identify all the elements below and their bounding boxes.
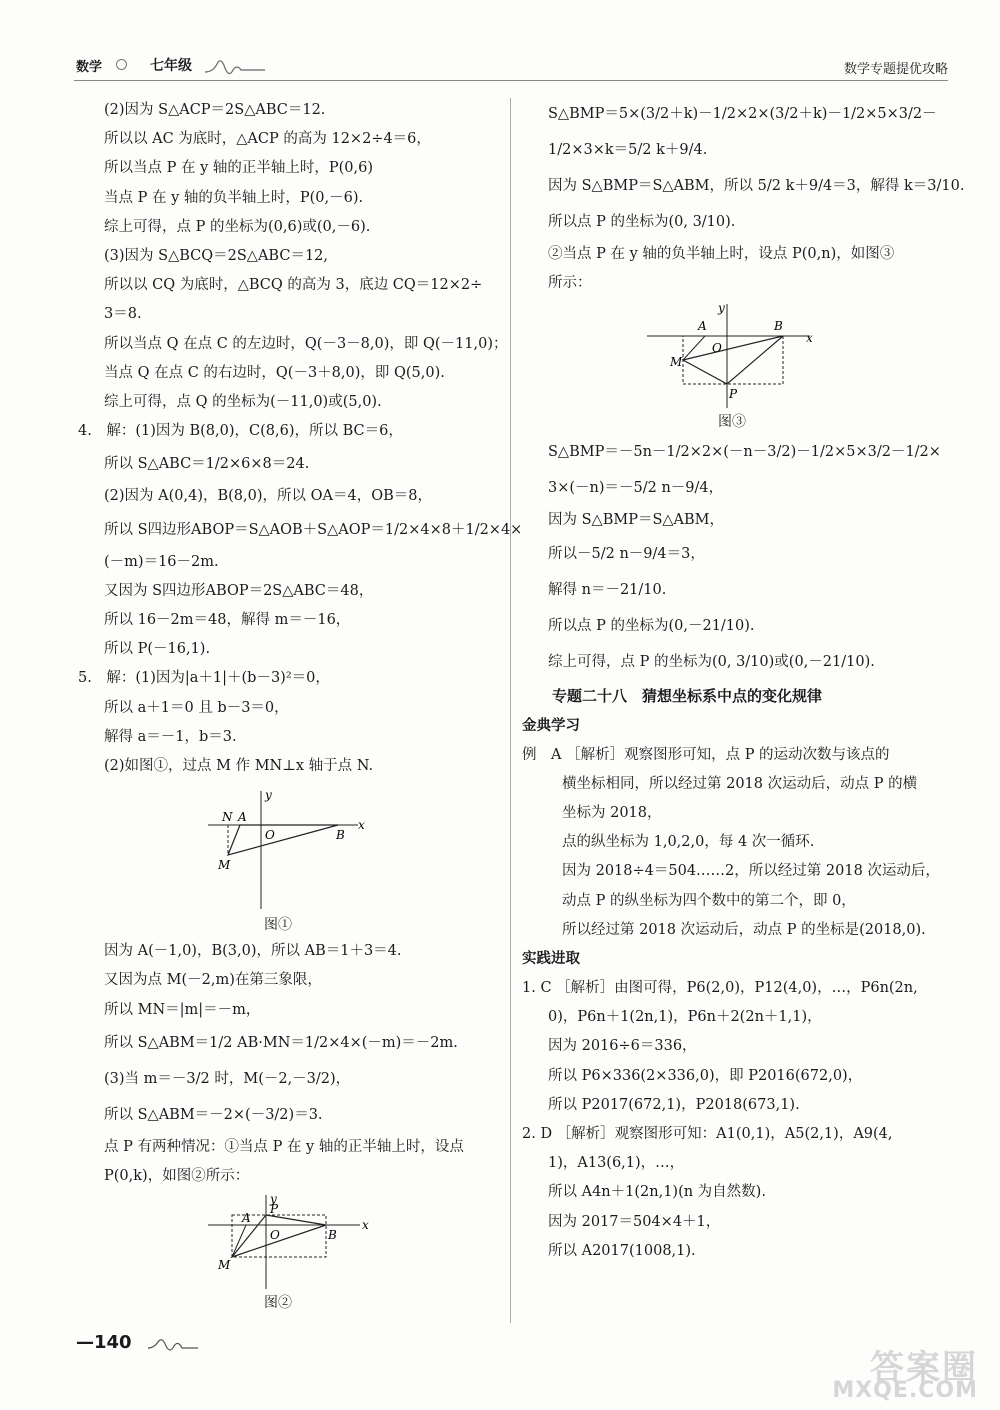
- figure-2-diagram: [78, 1191, 498, 1291]
- footer-wave-icon: [148, 1336, 198, 1358]
- label-y: y: [265, 788, 272, 803]
- text-line: 因为 2016÷6＝336，: [548, 1038, 697, 1055]
- segment-am: [683, 336, 705, 360]
- text-line: 例 A ［解析］观察图形可知，点 P 的运动次数与该点的: [522, 746, 890, 763]
- text-line: ②当点 P 在 y 轴的负半轴上时，设点 P(0,n)，如图③: [548, 246, 895, 262]
- left-column: [78, 96, 523, 1315]
- text-line: 解得 n＝－21/10.: [548, 581, 667, 598]
- text-line: 所以 S△ABM＝1/2 AB·MN＝1/2×4×(－m)＝－2m.: [104, 1034, 458, 1051]
- text-line: 所以 S△ABM＝－2×(－3/2)＝3.: [104, 1106, 323, 1123]
- label-b: B: [336, 828, 345, 843]
- page-header: [0, 0, 1000, 90]
- label-x: x: [806, 331, 813, 346]
- text-line: 因为 2017＝504×4＋1，: [548, 1213, 721, 1230]
- figure-1-caption: 图①: [264, 917, 292, 934]
- text-line: 所以 P(－16,1).: [104, 641, 211, 658]
- text-line: P(0,k)，如图②所示：: [104, 1168, 250, 1185]
- watermark-url: MXQE.COM: [832, 1378, 978, 1403]
- text-line: 动点 P 的纵坐标为四个数中的第二个，即 0，: [562, 892, 856, 909]
- text-line: (2)因为 A(0,4)，B(8,0)，所以 OA＝4，OB＝8，: [104, 488, 432, 505]
- text-line: 3×(－n)＝－5/2 n－9/4，: [548, 480, 724, 497]
- label-p: P: [270, 1202, 279, 1217]
- header-grade: 七年级: [150, 58, 192, 74]
- column-divider: [510, 98, 511, 1323]
- text-line: 点的纵坐标为 1,0,2,0，每 4 次一循环.: [562, 834, 815, 851]
- text-line: 所以 S△ABC＝1/2×6×8＝24.: [104, 456, 310, 473]
- label-y: y: [718, 301, 725, 316]
- label-a: A: [242, 1211, 251, 1226]
- text-line: (3)因为 S△BCQ＝2S△ABC＝12,: [104, 248, 328, 265]
- label-a: A: [238, 810, 247, 825]
- text-line: 点 P 有两种情况：①当点 P 在 y 轴的正半轴上时，设点: [104, 1138, 464, 1155]
- text-line: (－m)＝16－2m.: [104, 553, 219, 570]
- text-line: 又因为点 M(－2,m)在第三象限，: [104, 972, 322, 989]
- label-o: O: [712, 341, 722, 356]
- text-line: 所以当点 Q 在点 C 的左边时，Q(－3－8,0)，即 Q(－11,0)；: [104, 335, 508, 352]
- text-line: (2)如图①，过点 M 作 MN⊥x 轴于点 N.: [104, 758, 374, 775]
- label-m: M: [218, 858, 231, 873]
- label-x: x: [358, 818, 365, 833]
- text-line: 所以 P2017(672,1)，P2018(673,1).: [548, 1096, 800, 1113]
- text-line: 综上可得，点 P 的坐标为(0,6)或(0,－6).: [104, 218, 371, 235]
- text-line: 所以点 P 的坐标为(0, 3/10).: [548, 214, 736, 230]
- text-line: 因为 S△BMP＝S△ABM，所以 5/2 k＋9/4＝3，解得 k＝3/10.: [548, 178, 965, 194]
- text-line: 1/2×3×k＝5/2 k＋9/4.: [548, 142, 708, 158]
- text-line: 4. 解：(1)因为 B(8,0)，C(8,6)，所以 BC＝6，: [78, 423, 403, 440]
- header-subject: 数学: [76, 60, 103, 75]
- page-number-value: 140: [94, 1332, 132, 1353]
- label-b: B: [328, 1228, 337, 1243]
- figure-1-diagram: [78, 781, 498, 913]
- label-o: O: [265, 828, 275, 843]
- text-line: 0)，P6n＋1(2n,1)，P6n＋2(2n＋1,1)，: [548, 1009, 822, 1026]
- figure-3-diagram: [522, 298, 952, 410]
- label-a: A: [698, 319, 707, 334]
- text-line: 所以以 CQ 为底时，△BCQ 的高为 3，底边 CQ＝12×2÷: [104, 277, 483, 294]
- text-line: 2. D ［解析］观察图形可知：A1(0,1)，A5(2,1)，A9(4,: [522, 1126, 893, 1143]
- header-rule: [74, 80, 948, 81]
- page-number: —140: [76, 1332, 132, 1353]
- section-label-practice: 实践进取: [522, 951, 580, 968]
- text-line: 横坐标相同，所以经过第 2018 次运动后，动点 P 的横: [562, 775, 918, 792]
- text-line: 所以 A2017(1008,1).: [548, 1242, 696, 1259]
- label-m: M: [218, 1258, 231, 1273]
- text-line: 因为 S△BMP＝S△ABM，: [548, 512, 725, 529]
- text-line: 因为 A(－1,0)，B(3,0)，所以 AB＝1＋3＝4.: [104, 943, 402, 960]
- label-b: B: [774, 319, 783, 334]
- section-label-classic: 金典学习: [522, 717, 580, 734]
- text-line: 所以 a＋1＝0 且 b－3＝0，: [104, 699, 289, 716]
- text-line: 所以以 AC 为底时，△ACP 的高为 12×2÷4＝6，: [104, 131, 431, 148]
- figure-2: [78, 1191, 498, 1291]
- header-circle-icon: [116, 59, 127, 70]
- text-line: 因为 2018÷4＝504……2，所以经过第 2018 次运动后，: [562, 863, 940, 880]
- label-p: P: [729, 387, 738, 402]
- label-o: O: [270, 1228, 280, 1243]
- text-line: 所以 A4n＋1(2n,1)(n 为自然数).: [548, 1184, 766, 1201]
- text-line: 综上可得，点 Q 的坐标为(－11,0)或(5,0).: [104, 394, 382, 411]
- label-m: M: [670, 355, 683, 370]
- text-line: 当点 Q 在点 C 的右边时，Q(－3＋8,0)，即 Q(5,0).: [104, 364, 445, 381]
- figure-3: [522, 298, 952, 410]
- text-line: 所以经过第 2018 次运动后，动点 P 的坐标是(2018,0).: [562, 921, 926, 938]
- watermark-logo: 答案圈: [870, 1348, 978, 1388]
- text-line: 5. 解：(1)因为|a＋1|＋(b－3)²＝0，: [78, 670, 330, 687]
- text-line: 当点 P 在 y 轴的负半轴上时，P(0,－6).: [104, 189, 364, 206]
- text-line: 所以当点 P 在 y 轴的正半轴上时，P(0,6): [104, 160, 374, 177]
- text-line: 1)，A13(6,1)，…，: [548, 1155, 685, 1172]
- text-line: (2)因为 S△ACP＝2S△ABC＝12.: [104, 102, 326, 118]
- label-y: y: [270, 1192, 277, 1207]
- figure-2-caption: 图②: [264, 1295, 292, 1312]
- text-line: S△BMP＝－5n－1/2×2×(－n－3/2)－1/2×5×3/2－1/2×: [548, 444, 941, 461]
- text-line: 所以 MN＝|m|＝－m，: [104, 1001, 261, 1018]
- label-x: x: [362, 1218, 369, 1233]
- text-line: 解得 a＝－1，b＝3.: [104, 728, 237, 745]
- text-line: 1. C ［解析］由图可得，P6(2,0)，P12(4,0)，…，P6n(2n,: [522, 980, 918, 997]
- text-line: 所以点 P 的坐标为(0,－21/10).: [548, 617, 755, 634]
- right-column: [522, 96, 965, 1266]
- topic-title: 专题二十八 猜想坐标系中点的变化规律: [552, 686, 823, 705]
- text-line: 所以 16－2m＝48，解得 m＝－16，: [104, 612, 351, 629]
- text-line: 3＝8.: [104, 306, 142, 323]
- text-line: 坐标为 2018，: [562, 805, 662, 822]
- header-book-title: 数学专题提优攻略: [843, 62, 948, 77]
- figure-1: [78, 781, 498, 913]
- text-line: (3)当 m＝－3/2 时，M(－2,－3/2)，: [104, 1070, 351, 1087]
- text-line: 所示：: [548, 275, 592, 292]
- label-n: N: [222, 810, 233, 825]
- triangle-abm: [228, 825, 338, 855]
- header-wave-icon: [205, 58, 265, 80]
- text-line: S△BMP＝5×(3/2＋k)－1/2×2×(3/2＋k)－1/2×5×3/2－: [548, 106, 937, 122]
- segment-am: [232, 1225, 246, 1257]
- text-line: 综上可得，点 P 的坐标为(0, 3/10)或(0,－21/10).: [548, 653, 875, 670]
- text-line: 所以 S四边形ABOP＝S△AOB＋S△AOP＝1/2×4×8＋1/2×4×: [104, 521, 523, 538]
- text-line: 所以－5/2 n－9/4＝3，: [548, 545, 705, 562]
- figure-3-caption: 图③: [718, 414, 746, 431]
- text-line: 所以 P6×336(2×336,0)，即 P2016(672,0)，: [548, 1067, 863, 1084]
- text-line: 又因为 S四边形ABOP＝2S△ABC＝48，: [104, 582, 374, 599]
